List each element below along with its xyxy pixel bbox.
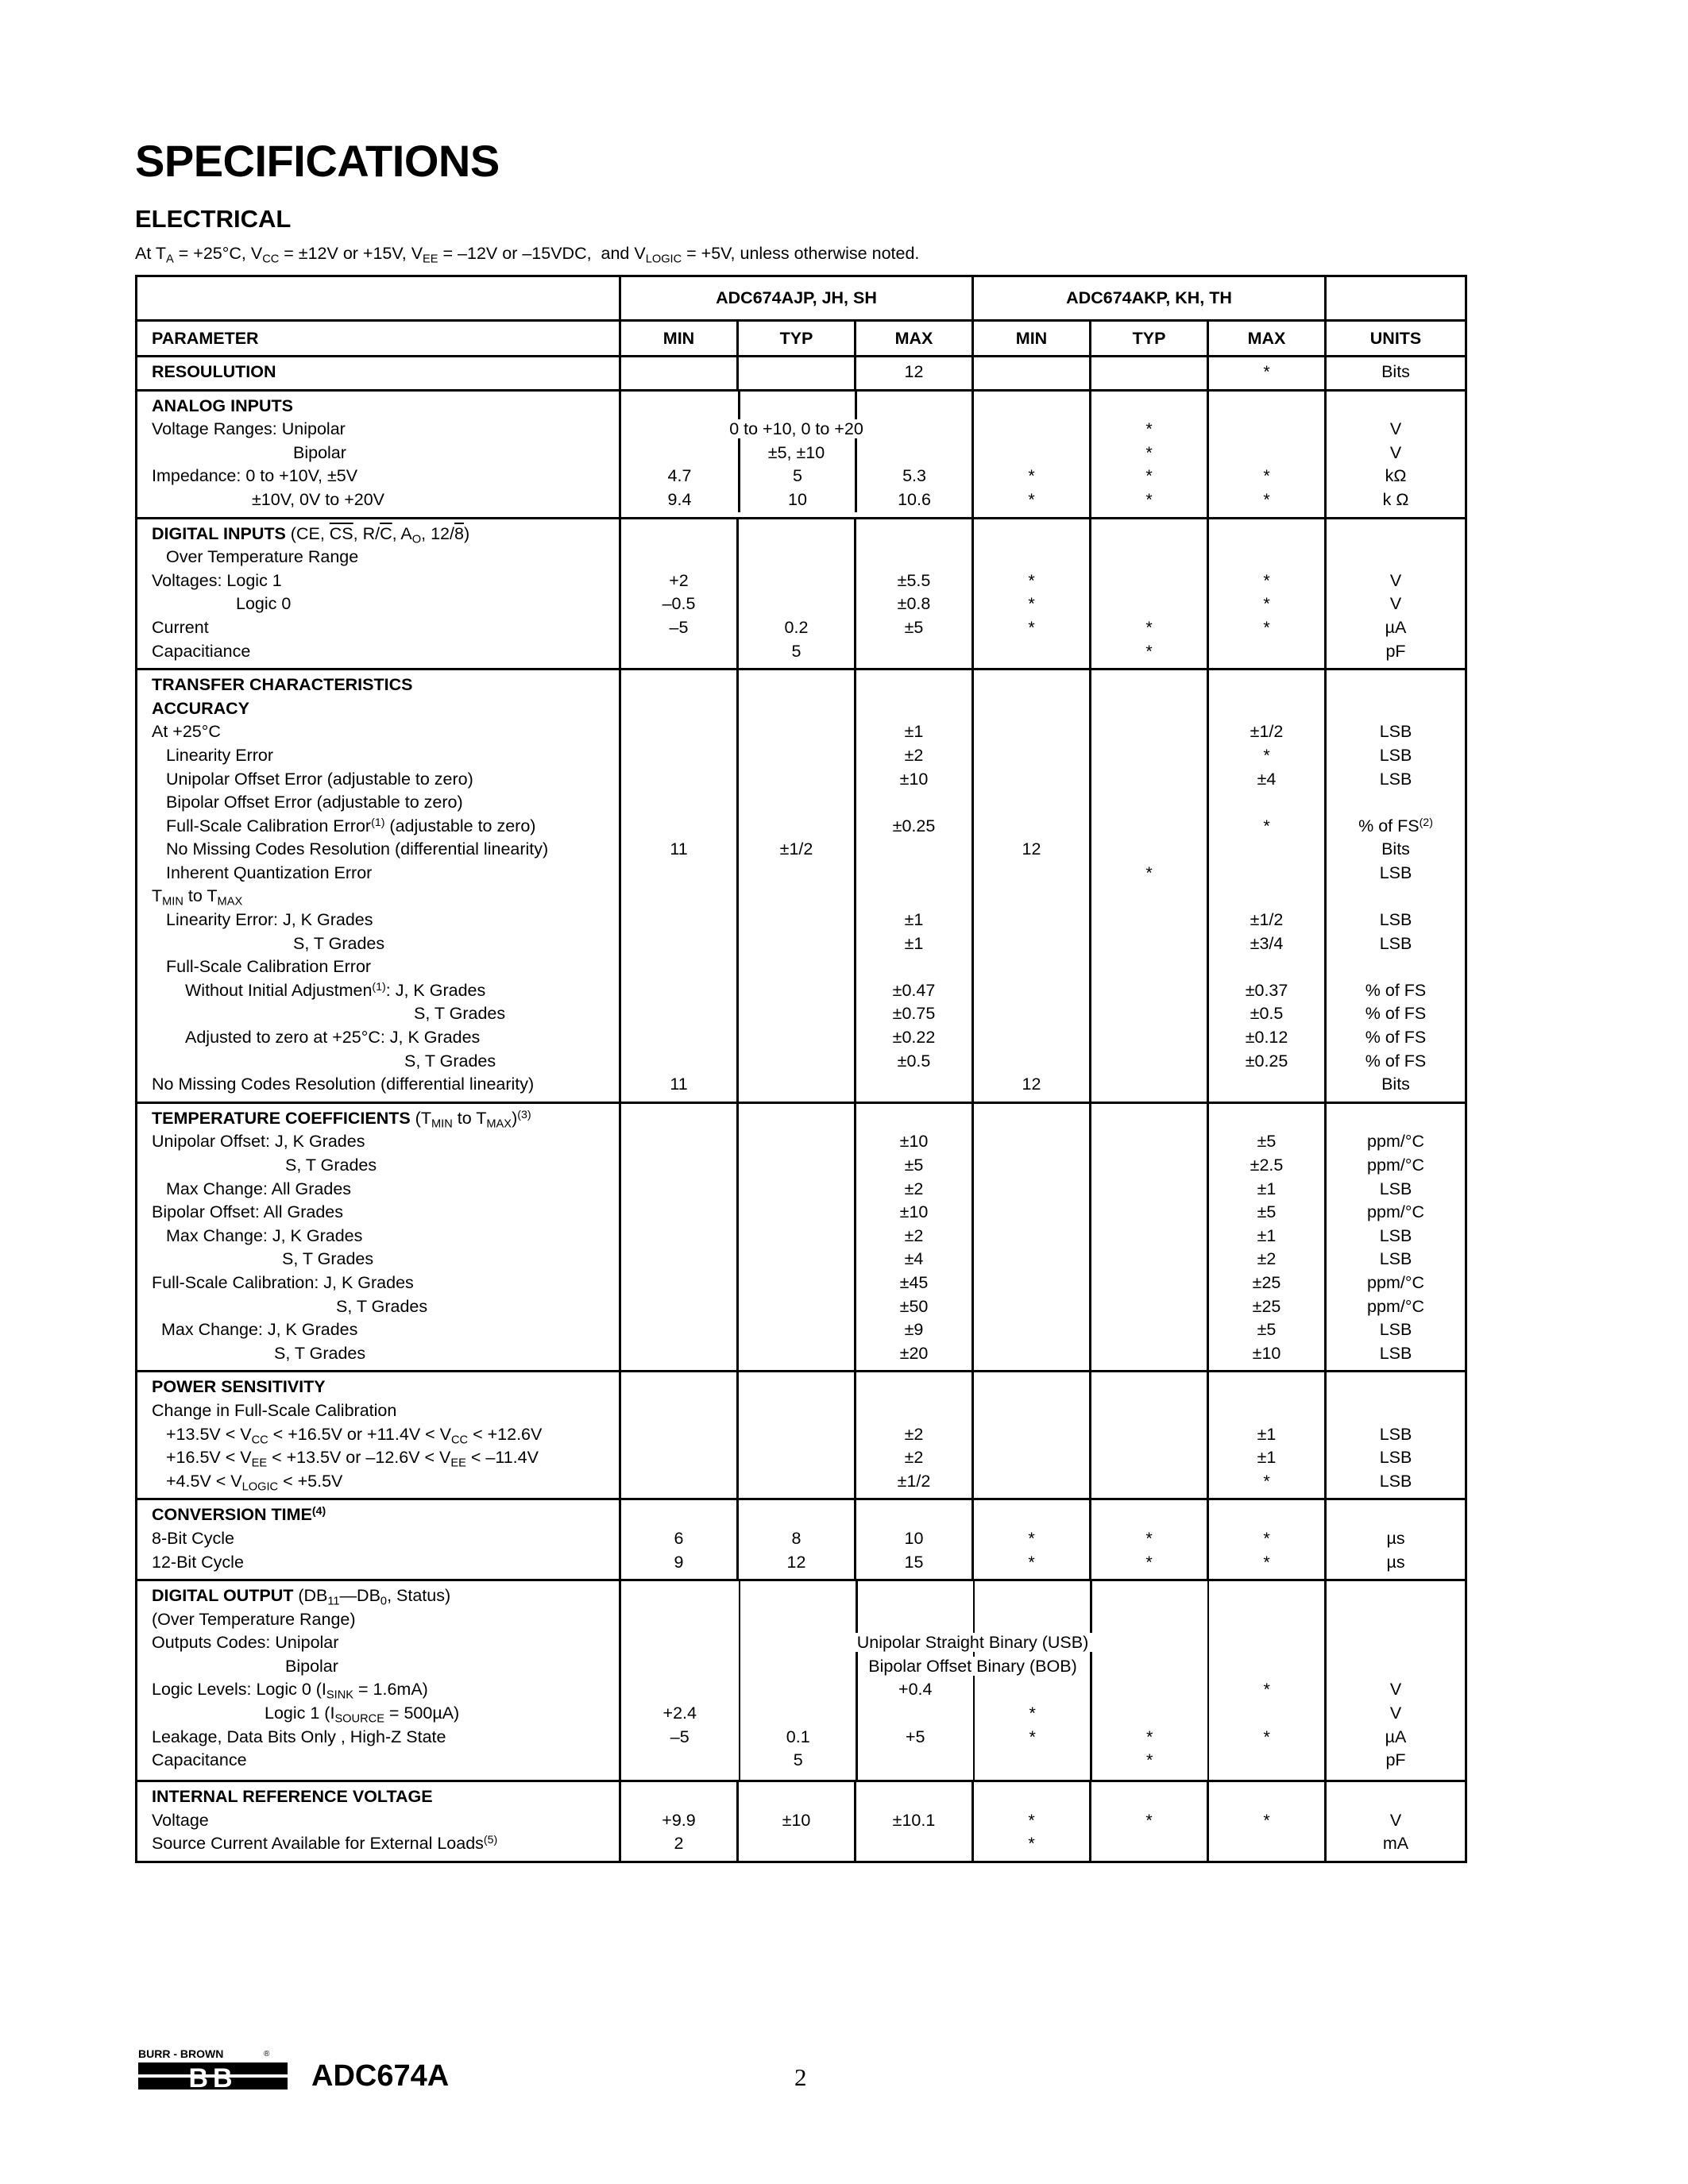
burr-brown-logo xyxy=(137,2047,292,2096)
section-analog-inputs xyxy=(137,390,1466,518)
analog-min-j: 9.4 xyxy=(667,489,692,509)
dout-code-usb: Unipolar Straight Binary (USB) xyxy=(852,1633,1094,1652)
tr-max-j: ±0.75 xyxy=(892,1004,936,1024)
analog-span-range: 0 to +10, 0 to +20 xyxy=(724,419,868,438)
param-label: (Over Temperature Range) xyxy=(152,1609,356,1629)
tr-max-k: ±0.25 xyxy=(1245,1051,1288,1071)
analog-min-k: * xyxy=(1028,489,1035,509)
din-max-k: * xyxy=(1263,594,1270,614)
section-conversion-time: CONVERSION TIME$^{(4)}$ 8-Bit Cycle 12-Bit Cycle 6 9 8 12 10 15 * * * * * * µs µs xyxy=(137,1499,1466,1580)
ct-max-j: 10 xyxy=(904,1528,924,1548)
ct-max-j: 15 xyxy=(904,1552,924,1572)
dout-max-k: * xyxy=(1263,1680,1270,1700)
ct-unit: µs xyxy=(1386,1528,1405,1548)
dout-min-j: +2.4 xyxy=(662,1704,697,1723)
param-label: Full-Scale Calibration Error xyxy=(166,957,372,977)
ref-typ-k: * xyxy=(1145,1810,1153,1830)
din-min-j: +2 xyxy=(669,570,689,590)
param-label: $T_{MIN}$ to $T_{MAX}$ xyxy=(152,886,243,909)
din-min-j: –5 xyxy=(669,617,689,637)
tr-max-k: ±0.37 xyxy=(1245,980,1288,1000)
din-unit: V xyxy=(1389,570,1402,590)
tc-max-j: ±10 xyxy=(899,1202,929,1222)
ct-typ-j: 8 xyxy=(791,1528,802,1548)
tr-max-j: ±1 xyxy=(904,910,924,930)
tc-max-k: ±5 xyxy=(1257,1202,1277,1222)
param-label: Unipolar Offset: J, K Grades xyxy=(152,1132,365,1152)
ct-min-j: 6 xyxy=(674,1528,684,1548)
param-label: 8-Bit Cycle xyxy=(152,1528,234,1548)
ref-min-j: +9.9 xyxy=(662,1810,696,1830)
analog-title: ANALOG INPUTS xyxy=(152,396,293,415)
dout-min-j: –5 xyxy=(670,1727,689,1746)
din-max-k: * xyxy=(1263,570,1270,590)
dout-max-k: * xyxy=(1263,1727,1270,1746)
tr-max-j: ±0.22 xyxy=(892,1028,936,1048)
section-internal-reference xyxy=(137,1781,1466,1862)
analog-unit: kΩ xyxy=(1385,466,1407,486)
tr-max-k: ±0.12 xyxy=(1245,1028,1288,1048)
param-label: Logic 0 xyxy=(236,594,292,614)
ct-unit: µs xyxy=(1386,1552,1405,1572)
tc-max-j: ±10 xyxy=(899,1132,929,1152)
ct-min-k: * xyxy=(1028,1552,1035,1572)
tc-max-j: ±5 xyxy=(904,1156,924,1175)
ct-min-k: * xyxy=(1028,1528,1035,1548)
param-label: No Missing Codes Resolution (differential linearity) xyxy=(152,1075,535,1094)
param-label: Leakage, Data Bits Only , High-Z State xyxy=(152,1727,446,1746)
dout-unit: V xyxy=(1389,1704,1402,1723)
tr-max-k: * xyxy=(1263,745,1270,765)
power-title: POWER SENSITIVITY xyxy=(152,1377,326,1397)
tr-max-k: ±0.5 xyxy=(1250,1004,1284,1024)
tc-max-j: ±20 xyxy=(899,1343,929,1363)
tc-unit: ppm/°C xyxy=(1367,1272,1424,1292)
group-header-row xyxy=(137,276,1466,321)
din-max-j: ±5 xyxy=(904,617,924,637)
col-units: UNITS xyxy=(1326,321,1466,357)
tr-unit: LSB xyxy=(1379,745,1412,765)
resolution-label: RESOULUTION xyxy=(152,362,276,381)
param-label: S, T Grades xyxy=(336,1296,428,1316)
tr-unit: LSB xyxy=(1379,933,1412,953)
din-min-k: * xyxy=(1028,617,1035,637)
ref-typ-j: ±10 xyxy=(782,1810,811,1830)
din-max-j: ±5.5 xyxy=(897,570,931,590)
tr-unit: LSB xyxy=(1379,862,1412,882)
tr-typ-k: * xyxy=(1145,862,1153,882)
col-parameter: PARAMETER xyxy=(137,321,620,357)
param-label: Source Current Available for External Loads$^{(5)}$ xyxy=(152,1834,498,1854)
param-label: Logic Levels: Logic 0 $(I_{SINK} = 1.6mA)$ xyxy=(152,1680,428,1702)
svg-text:BURR - BROWN: BURR - BROWN xyxy=(138,2047,224,2060)
tc-unit: LSB xyxy=(1379,1320,1412,1340)
dout-typ-j: 5 xyxy=(793,1750,803,1770)
param-label: Bipolar Offset Error (adjustable to zero) xyxy=(166,793,463,812)
param-label: ±10V, 0V to +20V xyxy=(252,489,385,509)
col-max-k: MAX xyxy=(1208,321,1326,357)
tr-max-k: ±3/4 xyxy=(1250,933,1284,953)
column-header-row xyxy=(137,321,1466,357)
svg-text:®: ® xyxy=(264,2050,270,2059)
ps-unit: LSB xyxy=(1379,1471,1412,1491)
ref-min-j: 2 xyxy=(674,1834,684,1854)
tc-max-k: ±10 xyxy=(1252,1343,1281,1363)
transfer-title: TRANSFER CHARACTERISTICS xyxy=(152,675,413,695)
page-number: 2 xyxy=(794,2063,807,2091)
param-label: Voltage xyxy=(152,1810,209,1830)
param-label: Max Change: J, K Grades xyxy=(161,1320,358,1340)
dout-title: DIGITAL OUTPUT xyxy=(152,1586,294,1606)
din-min-k: * xyxy=(1028,594,1035,614)
analog-typ-j: 10 xyxy=(788,489,807,509)
tc-unit: LSB xyxy=(1379,1225,1412,1245)
din-typ-k: * xyxy=(1145,617,1153,637)
param-label: S, T Grades xyxy=(282,1249,374,1269)
param-label: Adjusted to zero at +25°C: J, K Grades xyxy=(185,1028,481,1048)
tr-max-j: ±10 xyxy=(899,769,929,789)
bb-logo-icon xyxy=(137,2047,292,2092)
param-label: No Missing Codes Resolution (differential linearity) xyxy=(166,839,549,859)
ps-max-j: ±2 xyxy=(904,1424,924,1444)
din-min-j: –0.5 xyxy=(662,594,696,614)
param-label: Linearity Error: J, K Grades xyxy=(166,910,373,930)
tr-unit: % of FS$^{(2)}$ xyxy=(1358,816,1433,835)
tc-unit: ppm/°C xyxy=(1367,1156,1424,1175)
dout-typ-k: * xyxy=(1146,1750,1153,1770)
ct-typ-j: 12 xyxy=(786,1552,806,1572)
param-label: Linearity Error xyxy=(166,745,274,765)
tr-unit: LSB xyxy=(1379,910,1412,930)
dout-unit: V xyxy=(1389,1680,1402,1700)
analog-typ-k: * xyxy=(1145,489,1153,509)
tr-max-j: ±1 xyxy=(904,722,924,742)
ps-unit: LSB xyxy=(1379,1448,1412,1468)
group-header-j: ADC674AJP, JH, SH xyxy=(620,276,973,321)
din-max-j: ±0.8 xyxy=(897,594,931,614)
temp-title: TEMPERATURE COEFFICIENTS xyxy=(152,1108,411,1128)
param-label: Without Initial Adjustmen$^{(1)}$: J, K Grades xyxy=(185,980,486,1000)
resolution-max-j: 12 xyxy=(904,362,924,381)
analog-typ-k: * xyxy=(1145,442,1153,462)
ref-min-k: * xyxy=(1028,1810,1035,1830)
param-label: Full-Scale Calibration Error$^{(1)}$ (adjustable to zero) xyxy=(166,816,536,835)
tr-min-k: 12 xyxy=(1022,839,1041,859)
din-min-k: * xyxy=(1028,570,1035,590)
dout-max-j: +5 xyxy=(905,1727,925,1746)
tc-max-j: ±45 xyxy=(899,1272,929,1292)
ps-max-k: ±1 xyxy=(1257,1424,1277,1444)
tc-unit: LSB xyxy=(1379,1249,1412,1269)
ps-max-j: ±2 xyxy=(904,1448,924,1468)
ct-max-k: * xyxy=(1263,1528,1270,1548)
dout-min-k: * xyxy=(1029,1704,1036,1723)
section-transfer xyxy=(137,669,1466,1103)
ps-max-j: ±1/2 xyxy=(897,1471,931,1491)
tr-min-j: 11 xyxy=(670,1075,688,1094)
tc-max-k: ±5 xyxy=(1257,1320,1277,1340)
param-label: S, T Grades xyxy=(274,1343,366,1363)
tr-max-k: ±4 xyxy=(1257,769,1277,789)
tc-max-k: ±2 xyxy=(1257,1249,1277,1269)
param-label: Voltage Ranges: Unipolar xyxy=(152,419,346,439)
dout-typ-j: 0.1 xyxy=(786,1727,810,1746)
din-unit: V xyxy=(1389,594,1402,614)
param-label: S, T Grades xyxy=(293,933,385,953)
resolution-unit: Bits xyxy=(1381,362,1410,381)
param-label: 12-Bit Cycle xyxy=(152,1552,244,1572)
tr-unit: % of FS xyxy=(1365,1051,1427,1071)
param-label: Bipolar xyxy=(285,1656,338,1676)
param-label: Impedance: 0 to +10V, ±5V xyxy=(152,466,358,486)
analog-unit: k Ω xyxy=(1382,489,1409,509)
tc-max-k: ±25 xyxy=(1252,1296,1281,1316)
din-typ-j: 0.2 xyxy=(784,617,809,637)
ps-max-k: * xyxy=(1263,1471,1270,1491)
tr-max-k: ±1/2 xyxy=(1250,722,1284,742)
param-label: Full-Scale Calibration: J, K Grades xyxy=(152,1272,414,1292)
analog-max-k: * xyxy=(1263,489,1270,509)
param-label: Capacitance xyxy=(152,1750,247,1770)
section-resolution xyxy=(137,357,1466,391)
tr-unit: % of FS xyxy=(1365,1004,1427,1024)
dout-min-k: * xyxy=(1029,1727,1036,1746)
din-unit: µA xyxy=(1385,617,1407,637)
tr-unit: Bits xyxy=(1381,839,1410,859)
ct-typ-k: * xyxy=(1145,1528,1153,1548)
conditions-note: At $T_A = +25^\circ C$, $V_{CC} = \pm 12V$ or +15V, $V_{EE} = -12V$ or –15VDC, and $V_{LOGIC} = +5V$, unless otherwise noted. xyxy=(135,244,920,266)
tr-max-j: ±0.5 xyxy=(897,1051,931,1071)
tc-max-j: ±2 xyxy=(904,1225,924,1245)
tc-max-k: ±1 xyxy=(1257,1225,1277,1245)
dout-unit: pF xyxy=(1385,1750,1406,1770)
param-label: $+4.5V < V_{LOGIC} < +5.5V$ xyxy=(166,1471,343,1494)
section-power-sensitivity xyxy=(137,1372,1466,1499)
tc-max-j: ±9 xyxy=(904,1320,924,1340)
param-label: Max Change: All Grades xyxy=(166,1179,352,1198)
tc-max-k: ±2.5 xyxy=(1250,1156,1284,1175)
tr-max-j: ±1 xyxy=(904,933,924,953)
ref-title: INTERNAL REFERENCE VOLTAGE xyxy=(152,1787,433,1807)
tc-max-k: ±1 xyxy=(1257,1179,1277,1198)
tr-unit: Bits xyxy=(1381,1075,1410,1094)
param-label: Capacitiance xyxy=(152,641,251,661)
svg-text:BB: BB xyxy=(188,2063,238,2092)
tc-unit: ppm/°C xyxy=(1367,1132,1424,1152)
param-label: S, T Grades xyxy=(404,1051,496,1071)
ref-unit: V xyxy=(1389,1810,1402,1830)
tc-max-j: ±4 xyxy=(904,1249,924,1269)
tc-unit: ppm/°C xyxy=(1367,1296,1424,1316)
param-label: Over Temperature Range xyxy=(166,547,359,567)
col-max-j: MAX xyxy=(856,321,973,357)
param-label: Inherent Quantization Error xyxy=(166,862,373,882)
col-typ-j: TYP xyxy=(738,321,856,357)
page-title: SPECIFICATIONS xyxy=(135,136,500,186)
part-name: ADC674A xyxy=(311,2059,450,2093)
tr-typ-j: ±1/2 xyxy=(779,839,813,859)
param-label: Unipolar Offset Error (adjustable to zero) xyxy=(166,769,473,789)
col-typ-k: TYP xyxy=(1091,321,1208,357)
tr-max-k: * xyxy=(1263,816,1270,835)
ref-max-k: * xyxy=(1263,1810,1270,1830)
analog-max-j: 10.6 xyxy=(898,489,931,509)
analog-max-j: 5.3 xyxy=(902,466,926,486)
tc-max-j: ±2 xyxy=(904,1179,924,1198)
dout-code-bob: Bipolar Offset Binary (BOB) xyxy=(863,1657,1081,1676)
param-label: S, T Grades xyxy=(414,1004,506,1024)
tr-min-k: 12 xyxy=(1022,1075,1041,1094)
section-digital-output: DIGITAL OUTPUT ($DB_{11}—DB_0$, Status) (Over Temperature Range) Outputs Codes: Unipolar Bipolar Logic Levels: Logic 0 $(I_{SINK} = 1.6mA)$ Logic 1 $(I_{SOURCE} = 500\mu A)$ Leakage, Data Bits Only , High-Z State Capacitance +2.4 –5 0.1 5 +0.4 +5 * * * * * * Unipolar Straight Binary (USB) Bipolar Offset Binary (BOB) V V µA pF xyxy=(137,1580,1466,1781)
tr-unit: % of FS xyxy=(1365,1028,1427,1048)
section-subtitle: ELECTRICAL xyxy=(135,205,292,233)
analog-unit: V xyxy=(1389,442,1402,462)
tr-max-j: ±2 xyxy=(904,745,924,765)
param-label: Outputs Codes: Unipolar xyxy=(152,1633,339,1653)
param-label: Bipolar Offset: All Grades xyxy=(152,1202,343,1222)
din-typ-k: * xyxy=(1145,641,1153,661)
param-label: At +25°C xyxy=(152,722,221,742)
section-digital-inputs: DIGITAL INPUTS (CE, $\overline{CS}$, $R/\overline{C}$, $A_O$, 12/8) Over Temperature Range Voltages: Logic 1 Logic 0 Current Capacitiance +2 –0.5 –5 0.2 5 ±5.5 ±0.8 ±5 * * * * * * * * V V µA pF xyxy=(137,518,1466,669)
ps-unit: LSB xyxy=(1379,1424,1412,1444)
param-label: Change in Full-Scale Calibration xyxy=(152,1400,397,1420)
din-typ-j: 5 xyxy=(791,641,802,661)
ct-max-k: * xyxy=(1263,1552,1270,1572)
group-header-k: ADC674AKP, KH, TH xyxy=(973,276,1326,321)
param-label: $+16.5V < V_{EE} < +13.5V$ or $-12.6V < V_{EE} < -11.4V$ xyxy=(166,1448,539,1470)
analog-span-range: ±5, ±10 xyxy=(763,443,829,462)
tr-unit: LSB xyxy=(1379,722,1412,742)
analog-max-k: * xyxy=(1263,466,1270,486)
dout-max-j: +0.4 xyxy=(898,1680,933,1700)
dout-unit: µA xyxy=(1385,1727,1407,1746)
param-label: Current xyxy=(152,617,209,637)
tc-max-k: ±5 xyxy=(1257,1132,1277,1152)
ct-min-j: 9 xyxy=(674,1552,684,1572)
dout-typ-k: * xyxy=(1146,1727,1153,1746)
ct-typ-k: * xyxy=(1145,1552,1153,1572)
param-label: Voltages: Logic 1 xyxy=(152,570,282,590)
tc-unit: ppm/°C xyxy=(1367,1202,1424,1222)
tr-max-k: ±1/2 xyxy=(1250,910,1284,930)
din-max-k: * xyxy=(1263,617,1270,637)
param-label: Max Change: J, K Grades xyxy=(166,1225,363,1245)
tr-unit: % of FS xyxy=(1365,980,1427,1000)
col-min-j: MIN xyxy=(620,321,738,357)
param-label: S, T Grades xyxy=(285,1156,377,1175)
section-temp-coefficients: TEMPERATURE COEFFICIENTS ($T_{MIN}$ to $T_{MAX})^{(3)}$ Unipolar Offset: J, K Grades S, T Grades Max Change: All Grades Bipolar Offset: All Grades Max Change: J, K Grades S, T Grades Full-Scale Calibration: J, K Grades S, T Grades Max Change: J, K Grades S, T Grades ±10 ±5 ±2 ±10 ±2 ±4 ±45 ±50 ±9 ±20 ±5 ±2.5 ±1 ±5 ±1 ±2 ±25 ±25 ±5 ±10 ppm/°C ppm/°C LSB ppm/°C LSB LSB ppm/°C ppm/°C LSB LSB xyxy=(137,1102,1466,1372)
tc-unit: LSB xyxy=(1379,1179,1412,1198)
tc-unit: LSB xyxy=(1379,1343,1412,1363)
analog-typ-k: * xyxy=(1145,419,1153,439)
spec-table xyxy=(135,275,1467,1863)
tr-max-j: ±0.47 xyxy=(892,980,936,1000)
tc-max-k: ±25 xyxy=(1252,1272,1281,1292)
transfer-subtitle: ACCURACY xyxy=(152,698,250,718)
tr-unit: LSB xyxy=(1379,769,1412,789)
param-label: $+13.5V < V_{CC} < +16.5V$ or $+11.4V < V_{CC} < +12.6V$ xyxy=(166,1424,543,1446)
analog-unit: V xyxy=(1389,419,1402,439)
param-label: Bipolar xyxy=(293,442,346,462)
ref-min-k: * xyxy=(1028,1834,1035,1854)
tc-max-j: ±50 xyxy=(899,1296,929,1316)
ref-max-j: ±10.1 xyxy=(892,1810,936,1830)
ref-unit: mA xyxy=(1382,1834,1409,1854)
analog-min-k: * xyxy=(1028,466,1035,486)
param-label: Logic 1 $(I_{SOURCE} = 500\mu A)$ xyxy=(265,1704,460,1726)
analog-min-j: 4.7 xyxy=(667,466,692,486)
digital-in-title: DIGITAL INPUTS xyxy=(152,523,286,543)
tr-min-j: 11 xyxy=(670,839,688,859)
analog-typ-j: 5 xyxy=(793,466,802,486)
resolution-max-k: * xyxy=(1263,362,1270,381)
tr-max-j: ±0.25 xyxy=(892,816,936,835)
ps-max-k: ±1 xyxy=(1257,1448,1277,1468)
analog-typ-k: * xyxy=(1145,466,1153,486)
col-min-k: MIN xyxy=(973,321,1091,357)
din-unit: pF xyxy=(1385,641,1406,661)
